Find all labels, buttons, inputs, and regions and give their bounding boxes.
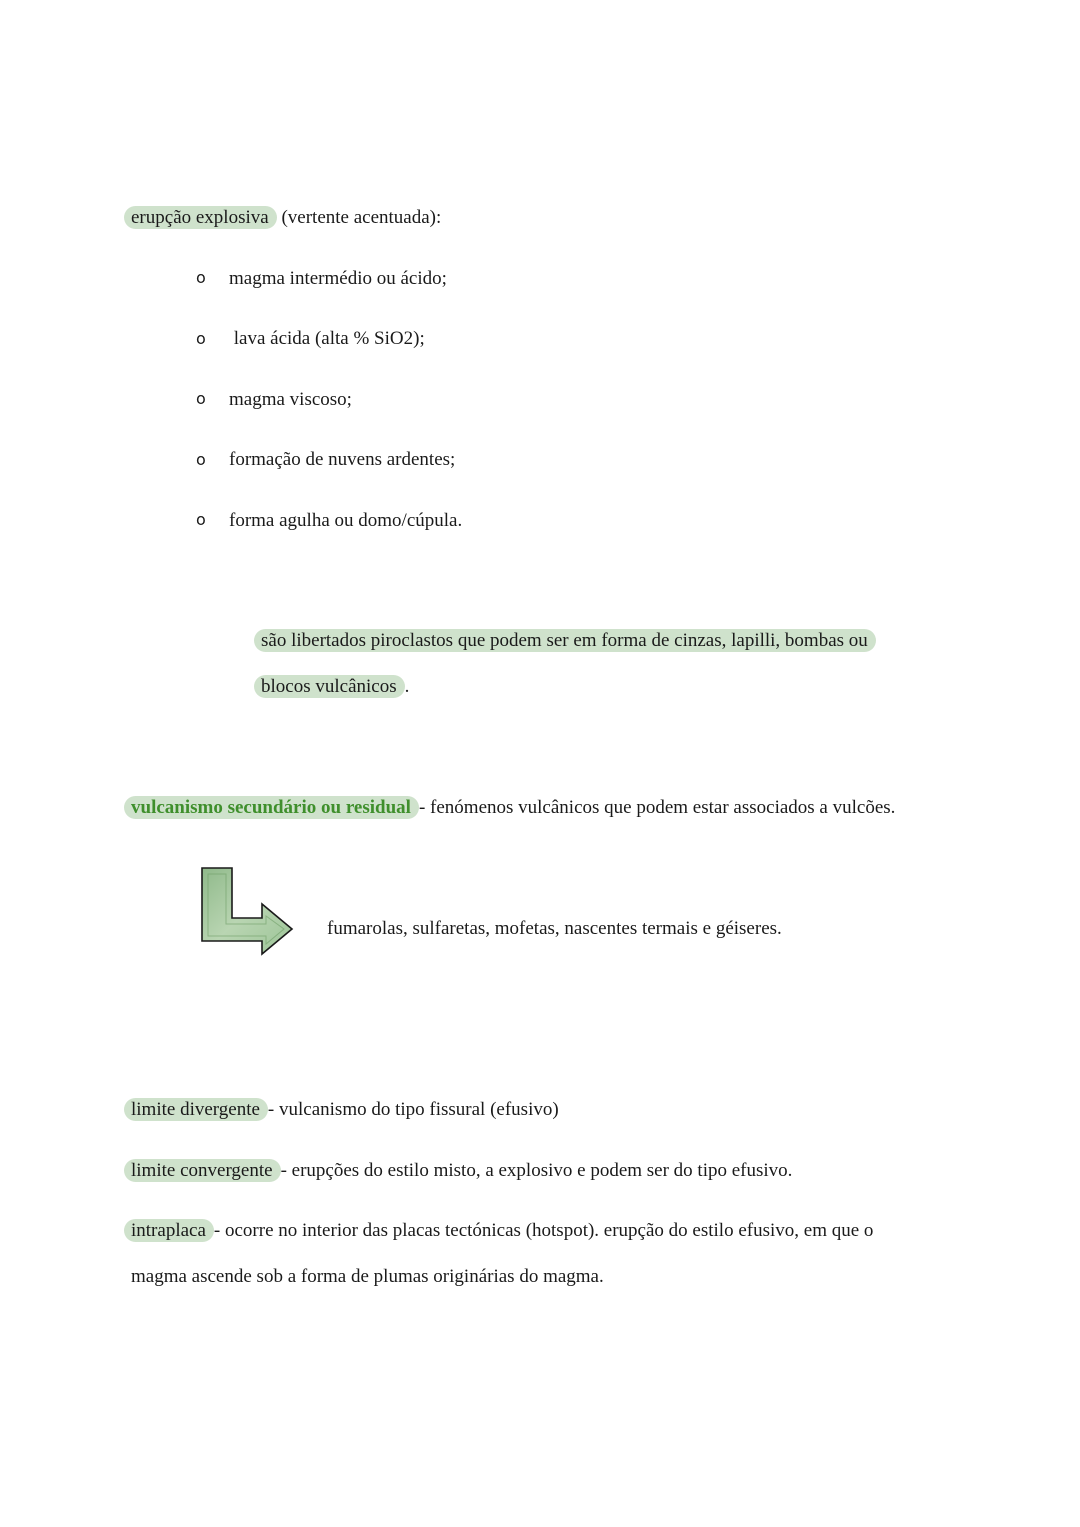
secondary-volcanism-term: vulcanismo secundário ou residual [124,796,419,819]
eruption-qualifier: (vertente acentuada): [276,207,442,228]
pyroclast-note-period: . [404,676,410,697]
convergent-limit-text: - erupções do estilo misto, a explosivo e podem ser do tipo efusivo. [280,1160,793,1181]
divergent-limit-term: limite divergente [124,1098,268,1121]
list-item-text: lava ácida (alta % SiO2); [229,328,425,349]
pyroclast-note-line1 [261,629,876,653]
eruption-term: erupção explosiva [124,206,277,229]
convergent-limit-line [131,1159,792,1183]
bullet-marker: o [196,510,206,529]
divergent-limit-line [131,1098,559,1122]
pyroclast-note-text-cont: blocos vulcânicos [254,675,405,698]
bullet-marker: o [196,389,206,408]
secondary-volcanism-definition: - fenómenos vulcânicos que podem estar associados a vulcões. [418,797,896,818]
eruption-heading [131,206,441,230]
list-item-text: magma viscoso; [229,389,352,410]
divergent-limit-text: - vulcanismo do tipo fissural (efusivo) [267,1099,559,1120]
bullet-marker: o [196,329,206,348]
list-item-text: magma intermédio ou ácido; [229,268,447,289]
list-item-text: forma agulha ou domo/cúpula. [229,510,463,531]
intraplate-term: intraplaca [124,1219,214,1242]
pyroclast-note-text: são libertados piroclastos que podem ser em forma de cinzas, lapilli, bombas ou [254,629,876,652]
bullet-marker: o [196,268,206,287]
intraplate-text: - ocorre no interior das placas tectónicas (hotspot). erupção do estilo efusivo, em que o [213,1220,874,1241]
secondary-examples: fumarolas, sulfaretas, mofetas, nascentes termais e géiseres. [327,918,782,939]
convergent-limit-term: limite convergente [124,1159,281,1182]
intraplate-text-continued: magma ascende sob a forma de plumas originárias do magma. [131,1266,604,1287]
bullet-marker: o [196,450,206,469]
pyroclast-note-line2 [261,675,409,699]
intraplate-line [131,1219,873,1243]
secondary-volcanism-line [131,796,895,820]
bent-arrow-icon [200,866,296,958]
list-item-text: formação de nuvens ardentes; [229,449,456,470]
